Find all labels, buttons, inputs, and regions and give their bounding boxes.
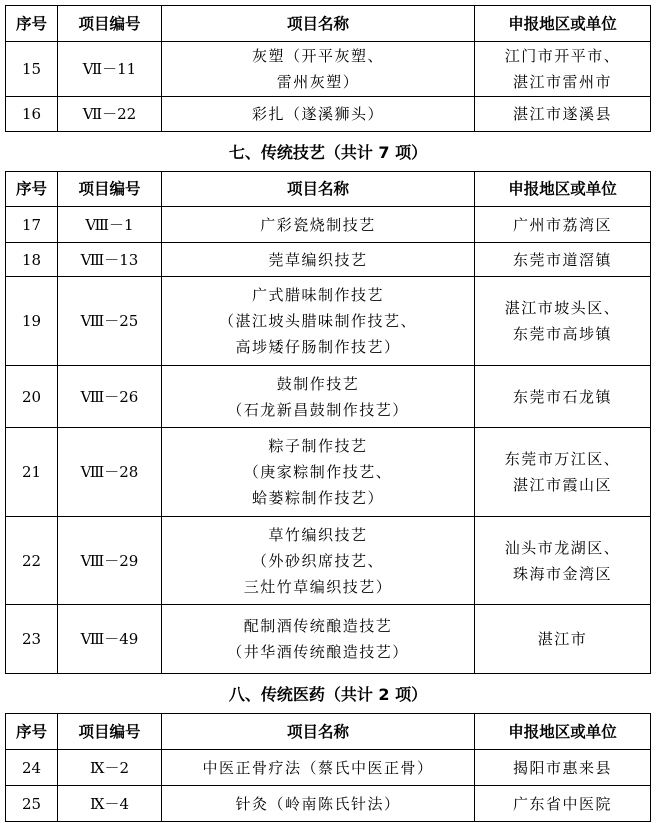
cell-code: Ⅸ－2 bbox=[58, 750, 162, 786]
name-line: （井华酒传统酿造技艺） bbox=[227, 643, 409, 661]
name-line: （石龙新昌鼓制作技艺） bbox=[227, 400, 409, 419]
region-line: 汕头市龙湖区、 bbox=[504, 538, 621, 557]
table-row bbox=[6, 517, 651, 605]
region-line: 珠海市金湾区 bbox=[512, 564, 612, 583]
table-row bbox=[6, 207, 651, 243]
cell-no: 16 bbox=[6, 97, 58, 132]
name-line: 粽子制作技艺 bbox=[268, 437, 368, 455]
name-line: 鼓制作技艺 bbox=[276, 374, 360, 393]
cell-region bbox=[475, 750, 651, 786]
cell-no: 19 bbox=[6, 277, 58, 366]
heritage-table-1 bbox=[5, 5, 651, 132]
region-line: 揭阳市惠来县 bbox=[512, 758, 612, 777]
table-row bbox=[6, 605, 651, 674]
cell-name bbox=[162, 277, 475, 366]
name-line: 高埗矮仔肠制作技艺） bbox=[235, 338, 401, 356]
cell-region bbox=[475, 42, 651, 97]
region-line: 东莞市石龙镇 bbox=[512, 387, 612, 406]
cell-region bbox=[475, 428, 651, 517]
table-row bbox=[6, 97, 651, 132]
region-line: 湛江市遂溪县 bbox=[512, 105, 612, 123]
cell-name bbox=[162, 243, 475, 277]
header-code: 项目编号 bbox=[58, 172, 162, 207]
header-region: 申报地区或单位 bbox=[475, 172, 651, 207]
heritage-table-2 bbox=[5, 171, 651, 674]
cell-name bbox=[162, 42, 475, 97]
cell-code: Ⅷ－29 bbox=[58, 517, 162, 605]
name-line: 广式腊味制作技艺 bbox=[251, 286, 384, 304]
heritage-table-3 bbox=[5, 713, 651, 822]
cell-name bbox=[162, 97, 475, 132]
name-line: 莞草编织技艺 bbox=[268, 250, 368, 269]
name-line: （湛江坡头腊味制作技艺、 bbox=[218, 312, 417, 330]
cell-region bbox=[475, 366, 651, 428]
cell-no: 22 bbox=[6, 517, 58, 605]
region-line: 东莞市道滘镇 bbox=[512, 250, 612, 269]
header-name: 项目名称 bbox=[162, 6, 475, 42]
name-line: 广彩瓷烧制技艺 bbox=[260, 215, 376, 234]
header-name: 项目名称 bbox=[162, 714, 475, 750]
cell-no: 15 bbox=[6, 42, 58, 97]
cell-name bbox=[162, 750, 475, 786]
table-row bbox=[6, 277, 651, 366]
table-header-row bbox=[6, 6, 651, 42]
header-code: 项目编号 bbox=[58, 6, 162, 42]
name-line: 草竹编织技艺 bbox=[268, 525, 368, 544]
cell-region bbox=[475, 786, 651, 822]
cell-region bbox=[475, 605, 651, 674]
name-line: （庚家粽制作技艺、 bbox=[243, 463, 393, 481]
cell-code: Ⅸ－4 bbox=[58, 786, 162, 822]
table-row bbox=[6, 428, 651, 517]
cell-no: 20 bbox=[6, 366, 58, 428]
table-row bbox=[6, 366, 651, 428]
header-no: 序号 bbox=[6, 172, 58, 207]
cell-code: Ⅷ－13 bbox=[58, 243, 162, 277]
header-no: 序号 bbox=[6, 714, 58, 750]
cell-name bbox=[162, 517, 475, 605]
header-region: 申报地区或单位 bbox=[475, 6, 651, 42]
name-line: （外砂织席技艺、 bbox=[251, 551, 384, 570]
region-line: 东莞市万江区、 bbox=[504, 450, 621, 468]
cell-name bbox=[162, 366, 475, 428]
table-row bbox=[6, 750, 651, 786]
cell-no: 25 bbox=[6, 786, 58, 822]
name-line: 中医正骨疗法（蔡氏中医正骨） bbox=[202, 758, 434, 777]
cell-no: 17 bbox=[6, 207, 58, 243]
header-name: 项目名称 bbox=[162, 172, 475, 207]
header-code: 项目编号 bbox=[58, 714, 162, 750]
cell-code: Ⅷ－25 bbox=[58, 277, 162, 366]
cell-name bbox=[162, 207, 475, 243]
cell-region bbox=[475, 277, 651, 366]
region-line: 湛江市霞山区 bbox=[512, 476, 612, 494]
cell-region bbox=[475, 517, 651, 605]
cell-no: 21 bbox=[6, 428, 58, 517]
table-header-row bbox=[6, 714, 651, 750]
cell-name bbox=[162, 786, 475, 822]
cell-code: Ⅶ－11 bbox=[58, 42, 162, 97]
region-line: 广东省中医院 bbox=[512, 794, 612, 813]
name-line: 蛤蒌粽制作技艺） bbox=[251, 489, 384, 507]
name-line: 雷州灰塑） bbox=[276, 73, 360, 91]
cell-code: Ⅶ－22 bbox=[58, 97, 162, 132]
cell-no: 23 bbox=[6, 605, 58, 674]
region-line: 湛江市坡头区、 bbox=[504, 299, 621, 317]
name-line: 针灸（岭南陈氏针法） bbox=[235, 794, 401, 813]
cell-name bbox=[162, 428, 475, 517]
header-region: 申报地区或单位 bbox=[475, 714, 651, 750]
cell-region bbox=[475, 243, 651, 277]
cell-region bbox=[475, 97, 651, 132]
cell-no: 24 bbox=[6, 750, 58, 786]
cell-code: Ⅷ－49 bbox=[58, 605, 162, 674]
section-title-traditional-medicine: 八、传统医药（共计 2 项） bbox=[228, 685, 428, 704]
name-line: 彩扎（遂溪狮头） bbox=[251, 105, 384, 123]
name-line: 三灶竹草编织技艺） bbox=[243, 577, 393, 596]
cell-region bbox=[475, 207, 651, 243]
header-no: 序号 bbox=[6, 6, 58, 42]
section-title-traditional-crafts: 七、传统技艺（共计 7 项） bbox=[228, 143, 428, 162]
name-line: 灰塑（开平灰塑、 bbox=[251, 47, 384, 65]
region-line: 东莞市高埗镇 bbox=[512, 325, 612, 343]
region-line: 湛江市 bbox=[537, 630, 588, 648]
table-row bbox=[6, 243, 651, 277]
region-line: 湛江市雷州市 bbox=[512, 73, 612, 91]
cell-name bbox=[162, 605, 475, 674]
cell-code: Ⅷ－26 bbox=[58, 366, 162, 428]
table-row bbox=[6, 786, 651, 822]
cell-code: Ⅷ－28 bbox=[58, 428, 162, 517]
table-row bbox=[6, 42, 651, 97]
name-line: 配制酒传统酿造技艺 bbox=[243, 617, 393, 635]
cell-no: 18 bbox=[6, 243, 58, 277]
table-header-row bbox=[6, 172, 651, 207]
region-line: 广州市荔湾区 bbox=[512, 215, 612, 234]
cell-code: Ⅷ－1 bbox=[58, 207, 162, 243]
region-line: 江门市开平市、 bbox=[504, 47, 621, 65]
